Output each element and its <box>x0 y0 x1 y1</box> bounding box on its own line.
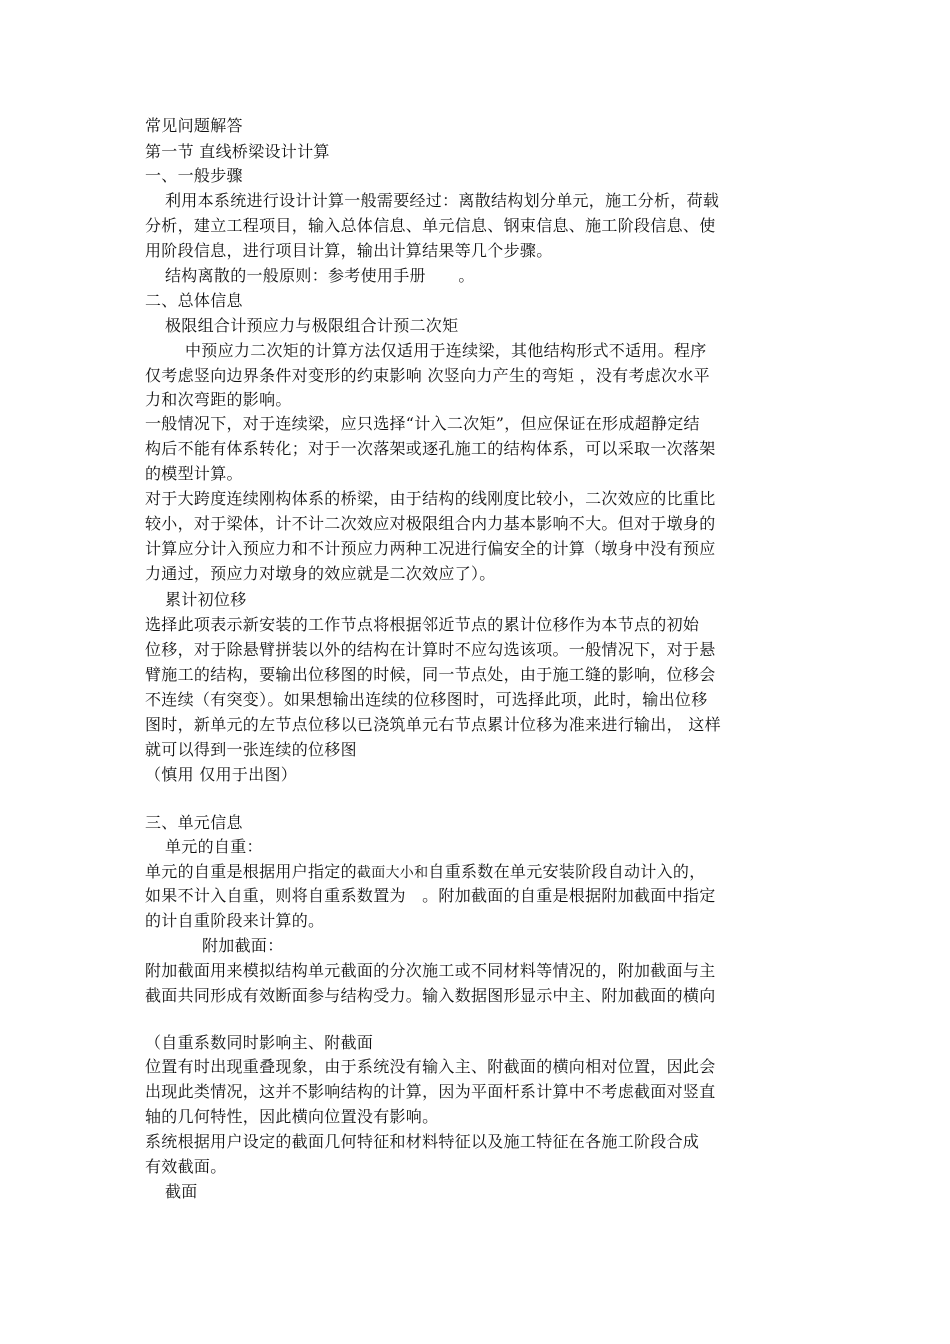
paragraph-line: 有效截面。 <box>145 1157 227 1176</box>
paragraph-line: 位置有时出现重叠现象，由于系统没有输入主、附截面的横向相对位置，因此会 <box>145 1057 716 1076</box>
text-run: 单元的自重是根据用户指定的 <box>145 862 357 881</box>
subheading-self-weight: 单元的自重： <box>165 837 263 856</box>
paragraph-line: 对于大跨度连续刚构体系的桥梁，由于结构的线刚度比较小，二次效应的比重比 <box>145 489 716 508</box>
paragraph-line: 分析，建立工程项目，输入总体信息、单元信息、钢束信息、施工阶段信息、使 <box>145 216 716 235</box>
paragraph-line: 用阶段信息，进行项目计算，输出计算结果等几个步骤。 <box>145 241 553 260</box>
paragraph-line: 构后不能有体系转化；对于一次落架或逐孔施工的结构体系，可以采取一次落架 <box>145 439 716 458</box>
paragraph-line: 轴的几何特性，因此横向位置没有影响。 <box>145 1107 439 1126</box>
heading-general-steps: 一、一般步骤 <box>145 166 243 185</box>
paragraph-line: 仅考虑竖向边界条件对变形的约束影响 次竖向力产生的弯矩 ，没有考虑次水平 <box>145 366 710 385</box>
paragraph-line: 一般情况下，对于连续梁，应只选择“计入二次矩”，但应保证在形成超静定结 <box>145 414 700 433</box>
paragraph-line: 利用本系统进行设计计算一般需要经过：离散结构划分单元，施工分析，荷载 <box>165 191 720 210</box>
paragraph-line: （自重系数同时影响主、附截面 <box>145 1033 374 1052</box>
paragraph-line: 附加截面用来模拟结构单元截面的分次施工或不同材料等情况的，附加截面与主 <box>145 961 716 980</box>
paragraph-line: 系统根据用户设定的截面几何特征和材料特征以及施工特征在各施工阶段合成 <box>145 1132 700 1151</box>
heading-element-info: 三、单元信息 <box>145 813 243 832</box>
paragraph-line: 的计自重阶段来计算的。 <box>145 911 325 930</box>
paragraph-line: 选择此项表示新安装的工作节点将根据邻近节点的累计位移作为本节点的初始 <box>145 615 700 634</box>
subheading-additional-section: 附加截面： <box>202 936 284 955</box>
paragraph-line: 结构离散的一般原则：参考使用手册 。 <box>165 266 475 285</box>
document-title: 常见问题解答 <box>145 116 243 135</box>
paragraph-line: 不连续（有突变）。如果想输出连续的位移图时，可选择此项，此时，输出位移 <box>145 690 708 709</box>
paragraph-line: 截面共同形成有效断面参与结构受力。输入数据图形显示中主、附加截面的横向 <box>145 986 716 1005</box>
paragraph-line: 力和次弯距的影响。 <box>145 390 292 409</box>
paragraph-line: 计算应分计入预应力和不计预应力两种工况进行偏安全的计算（墩身中没有预应 <box>145 539 716 558</box>
paragraph-line: 中预应力二次矩的计算方法仅适用于连续梁，其他结构形式不适用。程序 <box>185 341 707 360</box>
paragraph-line: 位移，对于除悬臂拼装以外的结构在计算时不应勾选该项。一般情况下，对于悬 <box>145 640 716 659</box>
paragraph-line: 就可以得到一张连续的位移图 <box>145 740 357 759</box>
subheading-section: 截面 <box>165 1182 198 1201</box>
subheading-prestress: 极限组合计预应力与极限组合计预二次矩 <box>165 316 459 335</box>
text-run-small: 截面大小和 <box>356 865 429 881</box>
paragraph-line: （慎用 仅用于出图） <box>145 765 298 784</box>
paragraph-line: 较小，对于梁体，计不计二次效应对极限组合内力基本影响不大。但对于墩身的 <box>145 514 716 533</box>
paragraph-line-mixed <box>145 860 706 885</box>
text-run: 自重系数在单元安装阶段自动计入的， <box>428 862 706 881</box>
paragraph-line: 力通过，预应力对墩身的效应就是二次效应了）。 <box>145 564 496 583</box>
heading-overall-info: 二、总体信息 <box>145 291 243 310</box>
paragraph-line: 图时，新单元的左节点位移以已浇筑单元右节点累计位移为准来进行输出， 这样 <box>145 715 721 734</box>
paragraph-line: 如果不计入自重，则将自重系数置为 。附加截面的自重是根据附加截面中指定 <box>145 886 716 905</box>
subheading-cumulative-displacement: 累计初位移 <box>165 590 247 609</box>
paragraph-line: 臂施工的结构，要输出位移图的时候，同一节点处，由于施工缝的影响，位移会 <box>145 665 716 684</box>
section-heading: 第一节 直线桥梁设计计算 <box>145 142 330 161</box>
paragraph-line: 出现此类情况，这并不影响结构的计算，因为平面杆系计算中不考虑截面对竖直 <box>145 1082 716 1101</box>
paragraph-line: 的模型计算。 <box>145 464 243 483</box>
